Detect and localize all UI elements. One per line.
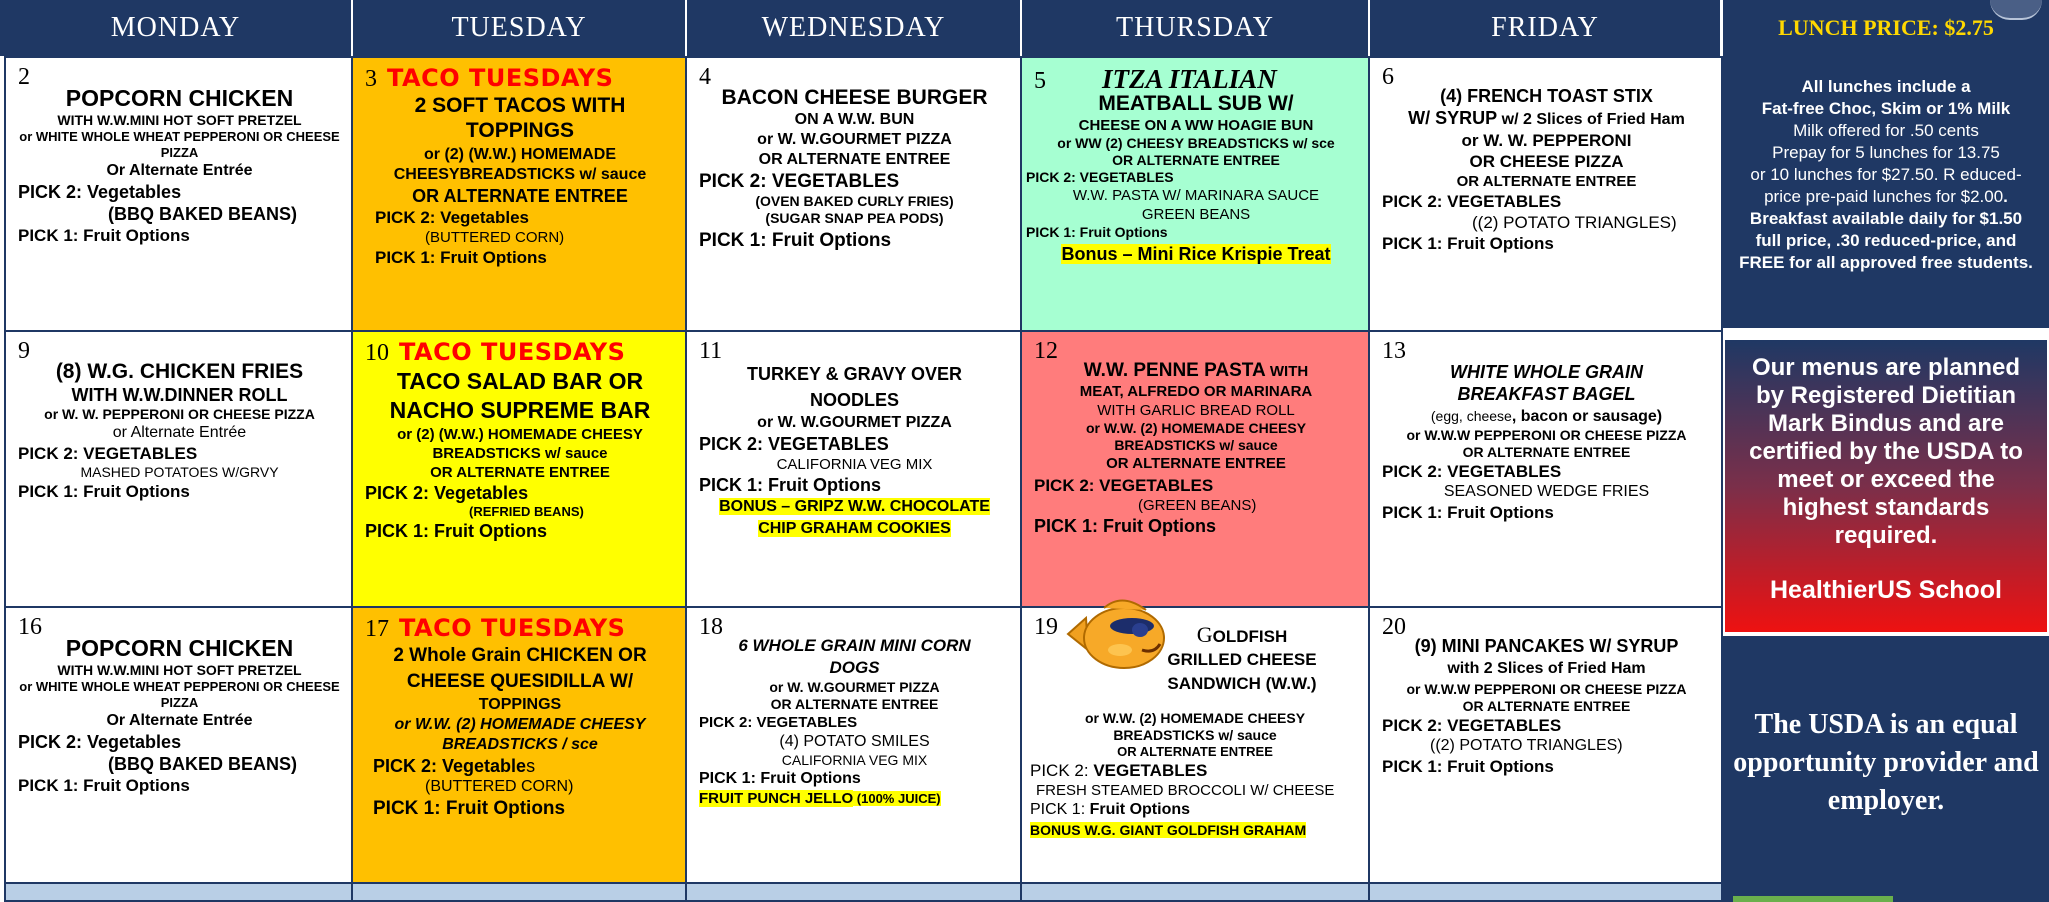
pick1-line: PICK 1: Fruit Options: [18, 482, 190, 501]
entree-title-main: W.W. PENNE PASTA: [1083, 360, 1266, 381]
entree-line: OR ALTERNATE ENTREE: [412, 186, 628, 206]
side-item: (REFRIED BEANS): [469, 504, 584, 519]
info-line: Breakfast available daily for $1.50 full price, .30 reduced-price, and FREE for all approved free students.: [1739, 209, 2033, 272]
entree-title: MEATBALL SUB W/: [1098, 92, 1294, 115]
info-line: Prepay for 5 lunches for 13.75: [1772, 143, 2000, 162]
side-item: (SUGAR SNAP PEA PODS): [765, 210, 944, 226]
entree-line: or W.W.W PEPPERONI OR CHEESE PIZZA: [1406, 681, 1687, 697]
entree-line: GRILLED CHEESE: [1167, 650, 1317, 669]
entree-title: 6 WHOLE GRAIN MINI CORN DOGS: [738, 636, 971, 677]
pick2-line: PICK 2: VEGETABLES: [1382, 716, 1562, 735]
header-monday: MONDAY: [0, 0, 351, 56]
next-week-row-strip: [1020, 882, 1370, 902]
day-cell-tuesday-10: [351, 330, 687, 608]
date-number: 10: [365, 340, 389, 366]
day-cell-friday-6: [1368, 56, 1723, 332]
day-cell-tuesday-3: [351, 56, 687, 332]
date-number: 9: [18, 338, 30, 364]
header-thursday: THURSDAY: [1022, 0, 1368, 56]
entree-line: OR ALTERNATE ENTREE: [430, 464, 610, 481]
entree-line: ON A W.W. BUN: [794, 111, 915, 128]
entree-line: OR ALTERNATE ENTREE: [1112, 152, 1280, 168]
pick2-label: PICK 2:: [1030, 761, 1094, 780]
header-wednesday: WEDNESDAY: [687, 0, 1020, 56]
day-cell-wednesday-11: [685, 330, 1022, 608]
pick1-line: PICK 1: Fruit Options: [1034, 516, 1216, 536]
entree-line: or W. W. PEPPERONI OR CHEESE PIZZA: [44, 406, 315, 422]
date-number: 13: [1382, 338, 1406, 364]
day-cell-friday-13: [1368, 330, 1723, 608]
entree-line: OR ALTERNATE ENTREE: [770, 696, 939, 712]
entree-line: OR CHEESE PIZZA: [1469, 152, 1624, 171]
healthierus-school-label: HealthierUS School: [1770, 576, 2002, 604]
entree-line-bold: , bacon or sausage): [1511, 408, 1663, 425]
entree-title: TURKEY & GRAVY OVER NOODLES: [746, 364, 963, 410]
entree-line-small: (egg, cheese: [1430, 408, 1512, 424]
date-number: 16: [18, 614, 42, 640]
entree-line: OR ALTERNATE ENTREE: [758, 151, 951, 168]
pick2-line: PICK 2: VEGETABLES: [1026, 169, 1174, 185]
side-item: (BUTTERED CORN): [425, 778, 574, 795]
date-number: 6: [1382, 64, 1394, 90]
taco-tuesdays-title: TACO TUESDAYS: [387, 64, 614, 92]
pick1-line: PICK 1: Fruit Options: [18, 226, 190, 245]
pick2-line: [18, 731, 341, 753]
entree-line-small: w/ 2 Slices of Fried Ham: [1497, 111, 1685, 128]
entree-title: (8) W.G. CHICKEN FRIES: [55, 360, 304, 383]
entree-line: or W. W.GOURMET PIZZA: [769, 679, 940, 695]
pick2-line: PICK 2: VEGETABLES: [699, 171, 900, 192]
side-item: (BBQ BAKED BEANS): [108, 754, 297, 774]
side-item: W.W. PASTA W/ MARINARA SAUCE: [1072, 187, 1320, 204]
entree-line: or WHITE WHOLE WHEAT PEPPERONI OR CHEESE PIZZA: [19, 679, 340, 710]
entree-title: 2 Whole Grain CHICKEN OR CHEESE QUESIDILLA W/: [393, 645, 647, 692]
bonus-line: [699, 789, 1010, 808]
entree-line: WITH W.W.MINI HOT SOFT PRETZEL: [57, 662, 302, 678]
side-item: CALIFORNIA VEG MIX: [776, 456, 933, 473]
entree-line: with 2 Slices of Fried Ham: [1447, 660, 1646, 677]
entree-line: MEAT, ALFREDO OR MARINARA: [1079, 383, 1313, 400]
taco-tuesdays-title: TACO TUESDAYS: [399, 338, 626, 366]
green-accent-strip: [1733, 896, 1893, 902]
pick1-line: PICK 1: Fruit Options: [699, 230, 892, 251]
date-number: 18: [699, 614, 723, 640]
side-item: GREEN BEANS: [1141, 206, 1251, 223]
next-week-row-strip: [1368, 882, 1723, 902]
entree-line: OR ALTERNATE ENTREE: [1106, 455, 1286, 472]
entree-line: or WHITE WHOLE WHEAT PEPPERONI OR CHEESE PIZZA: [19, 129, 340, 160]
entree-line: Or Alternate Entrée: [106, 712, 253, 729]
date-number: 19: [1034, 614, 1058, 640]
entree-line: or Alternate Entrée: [112, 424, 247, 441]
side-item: ((2) POTATO TRIANGLES): [1472, 213, 1677, 232]
entree-line: or (2) (W.W.) HOMEMADE CHEESY BREADSTICKS w/ sauce: [397, 426, 643, 462]
entree-line: or W.W. (2) HOMEMADE CHEESY BREADSTICKS / sce: [394, 716, 646, 753]
bonus-item: BONUS W.G. GIANT GOLDFISH GRAHAM: [1030, 822, 1307, 838]
date-number: 12: [1034, 338, 1058, 364]
info-line: Fat-free Choc, Skim or 1% Milk: [1761, 99, 2011, 118]
entree-title: (4) FRENCH TOAST STIX: [1440, 86, 1653, 106]
sidebar-usda-statement: [1723, 636, 2049, 902]
side-item: SEASONED WEDGE FRIES: [1443, 483, 1650, 500]
pick2-line: PICK 2: VEGETABLES: [1382, 462, 1562, 481]
entree-title: WHITE WHOLE GRAIN BREAKFAST BAGEL: [1450, 362, 1643, 404]
pick2-value: : Vegetables: [76, 182, 182, 202]
lunch-price: LUNCH PRICE: $2.75: [1723, 0, 2049, 56]
pick1-line: PICK 1: Fruit Options: [1382, 757, 1554, 776]
pick1-value: Fruit Options: [1089, 801, 1191, 818]
pick2-line: PICK 2: VEGETABLES: [699, 714, 858, 731]
entree-line: Or Alternate Entrée: [106, 162, 253, 179]
info-line: Milk offered for .50 cents: [1793, 121, 1979, 140]
date-number: 11: [699, 338, 723, 364]
info-line-text: or 10 lunches for $27.50. R educed-price pre-paid lunches for $2.00: [1750, 165, 2022, 206]
entree-title: (9) MINI PANCAKES W/ SYRUP: [1414, 636, 1679, 656]
entree-title: TACO SALAD BAR OR NACHO SUPREME BAR: [389, 368, 651, 423]
pick2-line: PICK 2: VEGETABLES: [1382, 192, 1562, 211]
pick2-line: [18, 181, 341, 203]
pick2-label: PICK 2: [1034, 476, 1089, 495]
day-cell-monday-16: [4, 606, 353, 884]
pick2-value: : VEGETABLES: [1088, 476, 1214, 495]
entree-line: SANDWICH (W.W.): [1167, 674, 1317, 693]
entree-line-bold: W/ SYRUP: [1408, 108, 1498, 128]
date-number: 4: [699, 64, 711, 90]
pick1-line: PICK 1: Fruit Options: [375, 248, 547, 267]
entree-line: or W.W. (2) HOMEMADE CHEESY BREADSTICKS w/ sauce: [1085, 420, 1307, 453]
pick2-line: [18, 443, 341, 464]
bonus-item: CHIP GRAHAM COOKIES: [758, 520, 951, 537]
pick2-suffix: s: [526, 756, 536, 776]
entree-line: or W.W.W PEPPERONI OR CHEESE PIZZA: [1406, 427, 1687, 443]
info-line: All lunches include a: [1801, 77, 1971, 96]
pick1-line: [1030, 800, 1360, 820]
header-friday: FRIDAY: [1370, 0, 1720, 56]
side-item: (BUTTERED CORN): [425, 229, 565, 246]
entree-title-rest: OLDFISH: [1212, 627, 1288, 646]
entree-line: [1382, 107, 1711, 130]
pick2-label: PICK 2: Vegetable: [373, 756, 527, 776]
pick2-label: PICK 2: [18, 182, 77, 202]
pick2-label: PICK 2: [365, 483, 424, 503]
pick1-line: PICK 1: Fruit Options: [373, 798, 566, 819]
header-tuesday: TUESDAY: [353, 0, 685, 56]
entree-title: POPCORN CHICKEN: [65, 85, 294, 111]
date-number: 2: [18, 64, 30, 90]
date-number: 5: [1034, 68, 1046, 94]
pick2-line: PICK 2: VEGETABLES: [699, 434, 889, 454]
entree-line: OR ALTERNATE ENTREE: [1117, 744, 1273, 759]
entree-line: TOPPINGS: [478, 696, 562, 713]
next-week-row-strip: [4, 882, 353, 902]
entree-line: or W. W. PEPPERONI: [1461, 131, 1632, 150]
date-number: 3: [365, 66, 377, 92]
side-item: (OVEN BAKED CURLY FRIES): [755, 193, 954, 209]
entree-line: WITH GARLIC BREAD ROLL: [1097, 402, 1295, 419]
entree-line: [1382, 407, 1711, 427]
bonus-item: BONUS – GRIPZ W.W. CHOCOLATE: [719, 498, 990, 515]
entree-line: or W. W.GOURMET PIZZA: [757, 414, 952, 431]
date-number: 20: [1382, 614, 1406, 640]
taco-tuesdays-title: TACO TUESDAYS: [399, 614, 626, 642]
pick1-line: PICK 1: Fruit Options: [699, 475, 881, 495]
side-item: (BBQ BAKED BEANS): [108, 204, 297, 224]
entree-line: CHEESE ON A WW HOAGIE BUN: [1078, 117, 1314, 134]
pick2-value: : VEGETABLES: [72, 444, 198, 463]
entree-title: BACON CHEESE BURGER: [721, 86, 988, 109]
entree-line: OR ALTERNATE ENTREE: [1462, 698, 1631, 714]
side-item: CALIFORNIA VEG MIX: [781, 752, 928, 768]
day-cell-thursday-5: [1020, 56, 1370, 332]
pick2-value: : Vegetables: [76, 732, 182, 752]
side-item: FRESH STEAMED BROCCOLI W/ CHEESE: [1036, 782, 1335, 799]
day-cell-thursday-12: [1020, 330, 1370, 608]
bonus-item-note: (100% JUICE): [853, 791, 941, 806]
pick2-line: [365, 755, 675, 777]
entree-title-suffix: WITH: [1265, 363, 1309, 380]
next-week-row-strip: [351, 882, 687, 902]
pick1-line: PICK 1: Fruit Options: [365, 521, 547, 541]
pick2-line: [365, 482, 675, 504]
entree-title: [1034, 359, 1358, 382]
pick2-label: PICK 2: [18, 444, 73, 463]
day-cell-wednesday-4: [685, 56, 1022, 332]
pick1-line: PICK 1: Fruit Options: [1382, 234, 1554, 253]
pick2-line: PICK 2: Vegetables: [375, 208, 530, 227]
pick1-line: PICK 1: Fruit Options: [699, 770, 861, 787]
next-week-row-strip: [685, 882, 1022, 902]
bonus-item: FRUIT PUNCH JELLO: [699, 790, 854, 807]
pick1-label: PICK 1:: [1030, 801, 1090, 818]
dietitian-text: Our menus are planned by Registered Dietitian Mark Bindus and are certified by the USDA to meet or exceed the highest standards required.: [1749, 354, 2023, 549]
itza-italian-title: ITZA ITALIAN: [1102, 64, 1277, 94]
entree-title: POPCORN CHICKEN: [65, 635, 294, 661]
day-cell-wednesday-18: [685, 606, 1022, 884]
sidebar-dietitian-notice: [1723, 338, 2049, 634]
pick1-line: PICK 1: Fruit Options: [1026, 224, 1168, 240]
info-line-period: .: [2003, 187, 2008, 206]
pick2-label: PICK 2: [18, 732, 77, 752]
pick2-value: VEGETABLES: [1093, 761, 1208, 780]
sidebar-lunch-info: [1723, 56, 2049, 328]
day-cell-monday-9: [4, 330, 353, 608]
entree-line: or (2) (W.W.) HOMEMADE CHEESYBREADSTICKS w/ sauce: [393, 146, 647, 183]
side-item: ((2) POTATO TRIANGLES): [1430, 737, 1623, 754]
usda-text: The USDA is an equal opportunity provider and employer.: [1733, 709, 2039, 816]
entree-line: WITH W.W.DINNER ROLL: [71, 385, 288, 405]
pick2-line: [1034, 475, 1358, 496]
entree-line: OR ALTERNATE ENTREE: [1456, 173, 1637, 190]
day-cell-monday-2: [4, 56, 353, 332]
entree-line: or WW (2) CHEESY BREADSTICKS w/ sce: [1057, 135, 1335, 151]
side-item: (GREEN BEANS): [1138, 497, 1257, 514]
pick2-line: [1030, 760, 1360, 781]
day-cell-friday-20: [1368, 606, 1723, 884]
pick1-line: PICK 1: Fruit Options: [18, 776, 190, 795]
entree-line: OR ALTERNATE ENTREE: [1462, 444, 1631, 460]
entree-title-initial: G: [1196, 622, 1213, 647]
entree-line: WITH W.W.MINI HOT SOFT PRETZEL: [57, 112, 302, 128]
pick2-value: : Vegetables: [423, 483, 529, 503]
side-item: (4) POTATO SMILES: [779, 733, 930, 750]
bonus-item: Bonus – Mini Rice Krispie Treat: [1061, 244, 1331, 264]
goldfish-cracker-icon: [1062, 588, 1170, 684]
goldfish-text-block: [1152, 622, 1332, 696]
date-number: 17: [365, 616, 389, 642]
side-item: MASHED POTATOES W/GRVY: [80, 464, 279, 480]
entree-line: or W. W.GOURMET PIZZA: [757, 131, 952, 148]
day-cell-tuesday-17: [351, 606, 687, 884]
entree-title: [1152, 622, 1332, 648]
info-line: [1735, 164, 2037, 208]
pick1-line: PICK 1: Fruit Options: [1382, 503, 1554, 522]
entree-title: 2 SOFT TACOS WITH TOPPINGS: [414, 94, 626, 142]
entree-line: or W.W. (2) HOMEMADE CHEESY BREADSTICKS w/ sauce: [1084, 710, 1306, 743]
